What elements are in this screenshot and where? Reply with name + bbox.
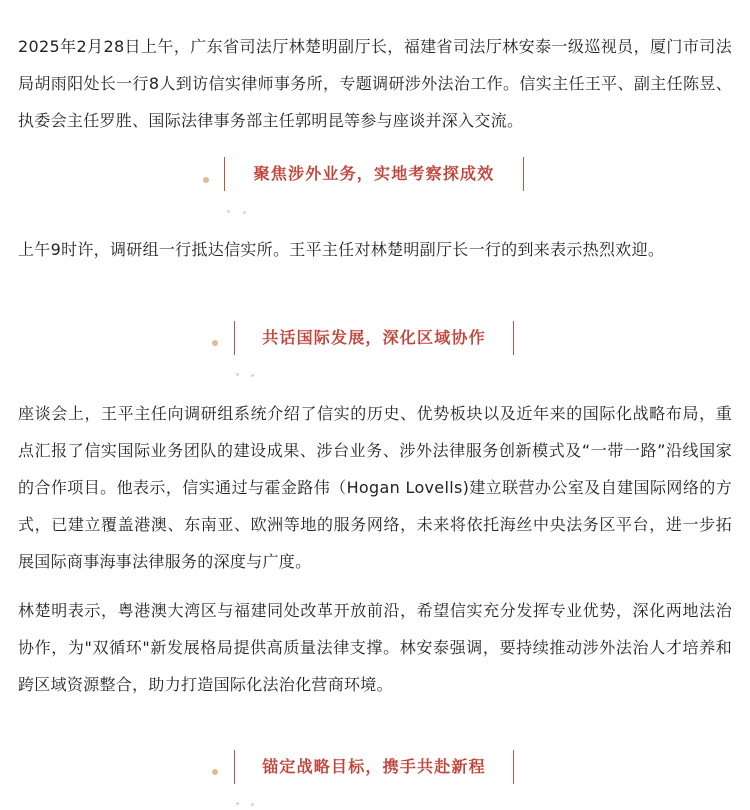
decorative-dot-icon xyxy=(227,210,230,213)
section-heading-2 xyxy=(0,319,750,359)
decorative-dot-icon xyxy=(236,802,239,805)
decorative-dot-icon xyxy=(251,374,254,377)
section-title: 共话国际发展，深化区域协作 xyxy=(262,328,486,347)
heading-frame xyxy=(224,157,524,191)
section-title: 聚焦涉外业务，实地考察探成效 xyxy=(253,164,495,183)
section-heading-3 xyxy=(0,748,750,788)
section-heading-1 xyxy=(0,155,750,195)
decorative-dot-icon xyxy=(236,373,239,376)
decorative-dot-icon xyxy=(243,211,246,214)
decorative-dot-icon xyxy=(212,340,218,346)
decorative-dot-icon xyxy=(212,769,218,775)
paragraph-intro: 2025年2月28日上午，广东省司法厅林楚明副厅长，福建省司法厅林安泰一级巡视员，厦门市司法局胡雨阳处长一行8人到访信实律师事务所，专题调研涉外法治工作。信实主任王平、副主任陈昱、执委会主任罗胜、国际法律事务部主任郭明昆等参与座谈并深入交流。 xyxy=(18,37,732,130)
heading-frame xyxy=(234,750,514,784)
heading-frame xyxy=(234,321,514,355)
section-title: 锚定战略目标，携手共赴新程 xyxy=(262,757,486,776)
paragraph-meeting: 座谈会上，王平主任向调研组系统介绍了信实的历史、优势板块以及近年来的国际化战略布局，重点汇报了信实国际业务团队的建设成果、涉台业务、涉外法律服务创新模式及“一带一路”沿线国家的合作项目。他表示，信实通过与霍金路伟（Hogan Lovells)建立联营办公室及自建国际网络的方式，已建立覆盖港澳、东南亚、欧洲等地的服务网络，未来将依托海丝中央法务区平台，进一步拓展国际商事海事法律服务的深度与广度。 xyxy=(18,404,732,571)
paragraph-arrival: 上午9时许，调研组一行抵达信实所。王平主任对林楚明副厅长一行的到来表示热烈欢迎。 xyxy=(18,240,665,259)
decorative-dot-icon xyxy=(251,803,254,806)
decorative-dot-icon xyxy=(203,177,209,183)
paragraph-remarks: 林楚明表示，粤港澳大湾区与福建同处改革开放前沿，希望信实充分发挥专业优势，深化两地法治协作，为"双循环"新发展格局提供高质量法律支撑。林安泰强调，要持续推动涉外法治人才培养和跨区域资源整合，助力打造国际化法治化营商环境。 xyxy=(18,601,732,694)
